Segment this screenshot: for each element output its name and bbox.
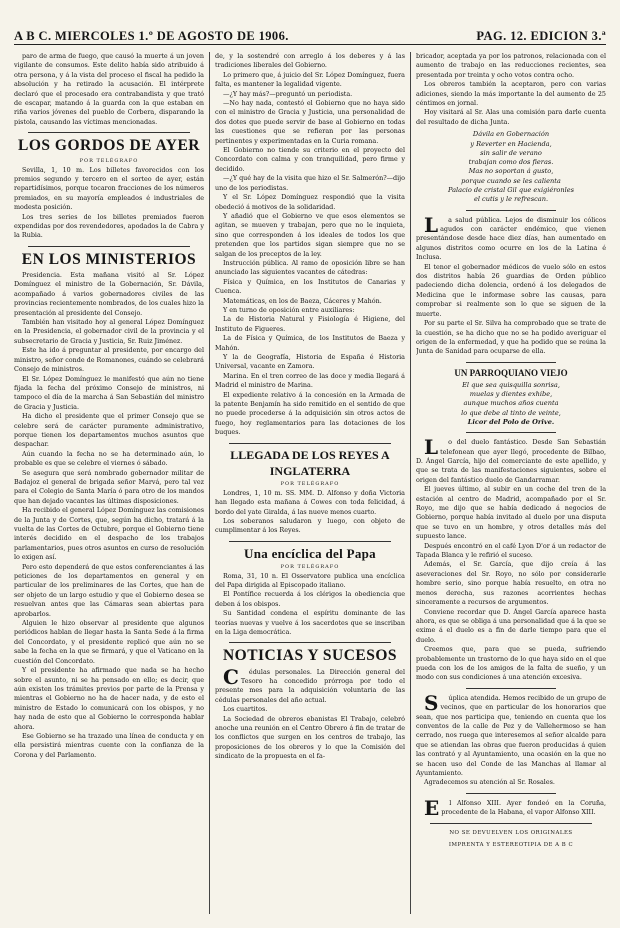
headline-ministerios: EN LOS MINISTERIOS <box>21 251 197 268</box>
verse-line: lo que debe al tinto de veinte, <box>461 408 561 417</box>
paragraph: La de Física y Química, de los Institutos de Baeza y Mahón. <box>215 334 405 352</box>
verse-line: aunque muchos años cuenta <box>463 399 559 408</box>
paragraph: Además, el Sr. García, que dijo creía á las aseveraciones del Sr. Royo, no sólo por considerarle hombre serio, sino porque había resuelto, en otra no menos derecha, sus razones acorrientes hechas sinceramente a recursos de argumentos. <box>416 560 606 607</box>
paragraph: Los soberanos saludaron y luego, con objeto de cumplimentar á los Reyes. <box>215 517 405 535</box>
paragraph: —No hay nada, contestó el Gobierno que no haya sido con el ministro de Gracia y Justicia, una personalidad de dos dotes que puede servir de base al Gobierno en todas las cuestiones que se refieran por las personas pertinentes y experimentadas en la Curia romana. <box>215 99 405 145</box>
paragraph: El Sr. López Domínguez le manifestó que aún no tiene fijada la fecha del próximo Consejo de ministros, ni tampoco el día de la marcha á San Sebastián del ministro de Gracia y Justicia. <box>14 374 204 411</box>
article-continuation: de, y la sostendré con arreglo á los deberes y á las tradiciones liberales del Gobierno. <box>215 52 405 70</box>
paragraph: Ese Gobierno se ha trazado una línea de conducta y en ella persistirá mientras cuente con la confianza de la Corona y del Parlamento. <box>14 731 204 759</box>
article-continuation: bricador, aceptada ya por los patronos, relacionada con el aumento de trabajo en las reducciones recientes, sea presentada por treinta y ocho votos contra ocho. <box>416 52 606 79</box>
divider <box>229 443 391 444</box>
paragraph: Se asegura que será nombrado gobernador militar de Badajoz el general de brigada señor Marvá, pero tal vez para el Colegio de Santa María ó para otro de los mandos que han dejado vacantes las últimas disposiciones. <box>14 468 204 505</box>
verse-line: el cutis y le refrescan. <box>473 195 549 204</box>
verse-dávila <box>416 130 606 204</box>
divider <box>28 246 190 247</box>
verse-parroquiano <box>416 381 606 427</box>
paragraph: Agradecemos su atención al Sr. Rosales. <box>424 778 555 787</box>
divider <box>466 432 556 433</box>
paragraph: La salud pública. Lejos de disminuir los cólicos agudos con carácter endémico, que vienen presentándose desde hace diez días, han aumentado en algunos distritos como ocurre en los de la Latina é Inclusa. <box>416 212 606 262</box>
paragraph: Por su parte el Sr. Silva ha comprobado que se trate de la cuestión, se ha dicho que no se ha podido averiguar el origen de la enfermedad, y que ha podido que se reúna la Junta de Sanidad para ocuparse de ella. <box>416 319 606 356</box>
paragraph: Y el Sr. López Domínguez respondió que la visita obedeció á motivos de la solidaridad. <box>215 193 405 211</box>
verse-line: Palacio de cristal Gil que exigiéronles <box>447 186 575 195</box>
paragraph: El tenor el gobernador médicos de vuelo sólo en estos dos distritos había 26 guardias de Orden público padeciendo dicha dolencia, ordenó á los delegados de Medicina que le informase sobre las causas, para comprobar si realmente son lo que se siguen de la muerte. <box>416 262 606 318</box>
paragraph: Conviene recordar que D. Ángel García aparece hasta ahora, es que se obliga á una personalidad que á la que se exime á el duelo es a fin de darle tiempo para que el duelo. <box>416 607 606 644</box>
verse-line: Dávila en Gobernación <box>472 130 550 139</box>
paragraph: Marina. En el tren correo de las doce y media llegará á Madrid el ministro de Marina. <box>215 371 405 390</box>
footer-notice: NO SE DEVUELVEN LOS ORIGINALES <box>449 829 573 836</box>
paragraph: El Gobierno no tiende su criterio en el proyecto del Concordato con calma y con tranquilidad, pero firme y decidido. <box>215 146 405 173</box>
paragraph: Su Santidad condena el espíritu dominante de las teorías nuevas y vuelve á los sacerdotes que se inscriban en la Liga democrática. <box>215 609 405 636</box>
paragraph: Los obreros también la aceptaron, pero con varias adiciones, siendo la más importante la del aumento de 25 céntimos en jornal. <box>416 80 606 108</box>
paragraph: Pero esto dependerá de que estos conferenciantes á las peticiones de los departamentos en general y en particular de los preliminares de las Cortes, que han de ser objeto de un largo estudio y que el Gobierno desea se resuelvan antes que las Cámaras sean abiertas para aprobarlos. <box>14 562 204 618</box>
paragraph: Y en turno de oposición entre auxiliares: <box>223 305 355 314</box>
verse-line: El que sea quisquilla sonrisa, <box>462 380 560 389</box>
paragraph: Londres, 1, 10 m. SS. MM. D. Alfonso y doña Victoria han llegado esta mañana á Cowes con toda felicidad, á bordo del yate Giralda, á las nueve menos cuarto. <box>215 488 405 516</box>
masthead-date: A B C. MIERCOLES 1.º DE AGOSTO DE 1906. <box>14 29 289 43</box>
paragraph: Aún cuando la fecha no se ha determinado aún, lo probable es que se celebre el viernes ó sábado. <box>14 449 204 468</box>
headline-gordos: LOS GORDOS DE AYER <box>18 138 200 155</box>
divider <box>430 823 592 824</box>
paragraph: También han visitado hoy al general López Domínguez en la Presidencia, el gobernador civil de la provincia y el subsecretario de Gracia y Justicia, Sr. Ruiz Jiménez. <box>14 318 204 345</box>
column-rule <box>209 52 210 914</box>
paragraph: Después encontró en el café Lyon D'or á un redactor de Tapada Blanca y le refirió el suceso. <box>416 541 606 560</box>
divider <box>229 541 391 542</box>
verse-line: porque cuando se les calienta <box>461 176 561 185</box>
divider <box>466 210 556 211</box>
headline-enciclica: Una encíclica del Papa <box>244 546 376 561</box>
paragraph: Lo primero que, á juicio del Sr. López Domínguez, fuera falta, es mantener la legalidad vigente. <box>215 70 405 89</box>
byline: POR TELÉGRAFO <box>79 157 139 164</box>
paragraph: Física y Química, en los Institutos de Canarias y Cuenca. <box>215 277 405 296</box>
verse-line: Mas no soportan á gusto, <box>468 167 554 176</box>
byline: POR TELÉGRAFO <box>280 480 340 487</box>
column-3 <box>416 52 606 920</box>
paragraph: El jueves último, al subir en un coche del tren de la estación al centro de Madrid, acompañado por el Sr. Royo, me dijo que se había dedicado á negocios de Gobierno, porque había invitado al duelo por una disputa que se tuvo en un hombre, y otros detalles más del supuesto lance. <box>416 485 606 541</box>
column-1 <box>14 52 204 920</box>
paragraph: Ha recibido el general López Domínguez las comisiones de la Junta y de Cortes, que, según ha dicho, tratará á la vuelta de las Cortes de Octubre, porque el Gobierno tiene interés decidido en el despacho de los trabajos parlamentarios, pues otros asuntos en curso de resolución lo exigen así. <box>14 506 204 562</box>
paragraph: Matemáticas, en los de Baeza, Cáceres y Mahón. <box>223 296 382 305</box>
divider <box>229 642 391 643</box>
divider <box>466 688 556 689</box>
headline-llegada-line2: INGLATERRA <box>269 465 351 478</box>
column-rule <box>410 52 411 914</box>
paragraph: Ha dicho el presidente que el primer Consejo que se celebre será de carácter puramente administrativo, porque tienen los departamentos muchos asuntos que despachar. <box>14 412 204 449</box>
divider <box>466 362 556 363</box>
verse-line: y Reverter en Hacienda, <box>470 139 552 148</box>
paragraph: Sevilla, 1, 10 m. Los billetes favorecidos con los premios segundo y tercero en el sorteo de ayer, están repartidísimos, porque tocaron fracciones de los números premiados, en su mayoría empleados é industriales de modesta posición. <box>14 165 204 212</box>
divider <box>466 793 556 794</box>
article-continuation: paro de arma de fuego, que causó la muerte á un joven vigilante de consumos. Este delito había sido atribuido á otra persona, y á la vista del proceso el fiscal ha pedido la absolución y ha retirado la acusación. El intérprete declaró que el procesado era contrabandista y que trató de escapar, matando á la guarda con la que estaban en riña varios jóvenes del pueblo de Corbera, disparando la pistola, causando las víctimas mencionadas. <box>14 52 204 126</box>
paragraph: Creemos que, para que se pueda, sufriendo probablemente un trastorno de lo que haya sido en el que pueda con los de los amigos de la falta de sueño, y un modo con sus condiciones á una atención excesiva. <box>416 645 606 682</box>
paragraph: Súplica atendida. Hemos recibido de un grupo de vecinos, que en particular de los honorarios que sean, que nos participa que, teniendo en cuenta que los conventos de la calle de Pez y de Vallehermoso se han cerrado, nos ruega que interesemos al señor alcalde para que se atiendan las obras que fueron producidas á quien las contrató y al Ayuntamiento, una ocasión en la que no se hacen uso del Conde de las Manchas al llamar al Ayuntamiento. <box>416 690 606 778</box>
paragraph: La de Historia Natural y Fisiología é Higiene, del Instituto de Figueres. <box>215 315 405 333</box>
masthead <box>14 24 606 45</box>
byline: POR TELÉGRAFO <box>280 563 340 570</box>
divider <box>28 132 190 133</box>
headline-parroquiano: UN PARROQUIANO VIEJO <box>454 367 568 378</box>
verse-line: trabajan como dos fieras. <box>468 158 554 167</box>
paragraph: Roma, 31, 10 n. El Osservatore publica una encíclica del Papa dirigida al Episcopado italiano. <box>215 571 405 589</box>
verse-line: Licor del Polo de Orive. <box>467 417 555 426</box>
paragraph: Y la de Geografía, Historia de España é Historia Universal, vacante en Zamora. <box>215 353 405 371</box>
paragraph: Instrucción pública. Al ramo de oposición libre se han anunciado las siguientes vacantes de cátedras: <box>215 258 405 277</box>
footer-printer: IMPRENTA Y ESTEREOTIPIA DE A B C <box>448 841 574 848</box>
paragraph: Y el presidente ha afirmado que nada se ha hecho sobre el asunto, ni se ha pensado en ello; es decir, que aún existen los trámites previos por parte de la Prensa y mientras el Gobierno no ha de hacer nada, y de esto el ministro de Estado lo comunicará con los obispos, y no hay nada de esto que al Gobierno le corresponda hablar ahora. <box>14 666 204 731</box>
paragraph: Y añadió que el Gobierno ve que esos elementos se agitan, se mueven y trabajan, pero que no le inquieta, sino que corresponden á los ideales de todos los que pretenden que los partidos sigan siempre que no se salgan de los preceptos de la ley. <box>215 211 405 258</box>
paragraph: Hoy visitará al Sr. Alas una comisión para darle cuenta del resultado de dicha Junta. <box>416 108 606 126</box>
verse-line: muelas y dientes exhibe, <box>469 390 553 399</box>
paragraph: —¿Y hay más?—preguntó un periodista. <box>223 89 353 98</box>
paragraph: Este ha ido á preguntar al presidente, por encargo del ministro, señor conde de Romanones, cuándo se celebrará Consejo de ministros. <box>14 346 204 374</box>
paragraph: Presidencia. Esta mañana visitó al Sr. López Domínguez el ministro de la Gobernación, Sr. Dávila, acompañado á varios gobernadores civiles de las provincias recientemente nombrados, de los cuales hizo la presentación al presidente del Consejo. <box>14 271 204 317</box>
paragraph: Los cuartitos. <box>223 705 268 714</box>
masthead-page-edition: PAG. 12. EDICION 3.ª <box>476 29 606 43</box>
paragraph: Alguien le hizo observar al presidente que algunos periódicos hablan de llegar hasta la Santa Sede á la firma del Concordato, y el presidente replicó que aún no se sabe la fecha en la que se firmará, y que el Vaticano en la cuestión del Concordato. <box>14 619 204 665</box>
paragraph: El expediente relativo á la concesión en la Armada de la patente Benjamín ha sido remitido en el sentido de que no puede procederse á la adquisición sin otros actos de fuego, hoy reglamentarios para las dotaciones de los buques. <box>215 390 405 437</box>
headline-noticias: NOTICIAS Y SUCESOS <box>222 648 398 665</box>
verse-line: sin salir de verano <box>480 148 542 157</box>
paragraph: El Pontífice recuerda á los clérigos la obediencia que deben á los obispos. <box>215 590 405 608</box>
paragraph: Los tres series de los billetes premiados fueron expendidas por dos revendedores, apodados la de Cabra y la Rubia. <box>14 212 204 240</box>
paragraph: Cédulas personales. La Dirección general del Tesoro ha concedido prórroga por todo el presente mes para la adquisición voluntaria de las cédulas personales del año actual. <box>215 664 405 704</box>
paragraph: La Sociedad de obreros ebanistas El Trabajo, celebró anoche una reunión en el Centro Obrero á fin de tratar de los conflictos que surgen en los centros de trabajo, las proposiciones de los obreros y lo que la Comisión del sindicato de la propuesta en el fa- <box>215 714 405 761</box>
paragraph: El Alfonso XIII. Ayer fondeó en la Coruña, procedente de la Habana, el vapor Alfonso XIII. <box>424 795 606 820</box>
paragraph: —¿Y qué hay de la visita que hizo el Sr. Salmerón?—dijo uno de los periodistas. <box>215 174 405 192</box>
paragraph: Lo del duelo fantástico. Desde San Sebastián telefonean que ayer llegó, procedente de Bilbao, D. Ángel García, hijo del comerciante de este apellido, y que se trata de las manifestaciones siguientes, sobre el origen del fantástico duelo de Gandarramar. <box>416 435 606 484</box>
headline-llegada: LLEGADA DE LOS REYES A <box>230 448 390 462</box>
column-2 <box>215 52 405 920</box>
